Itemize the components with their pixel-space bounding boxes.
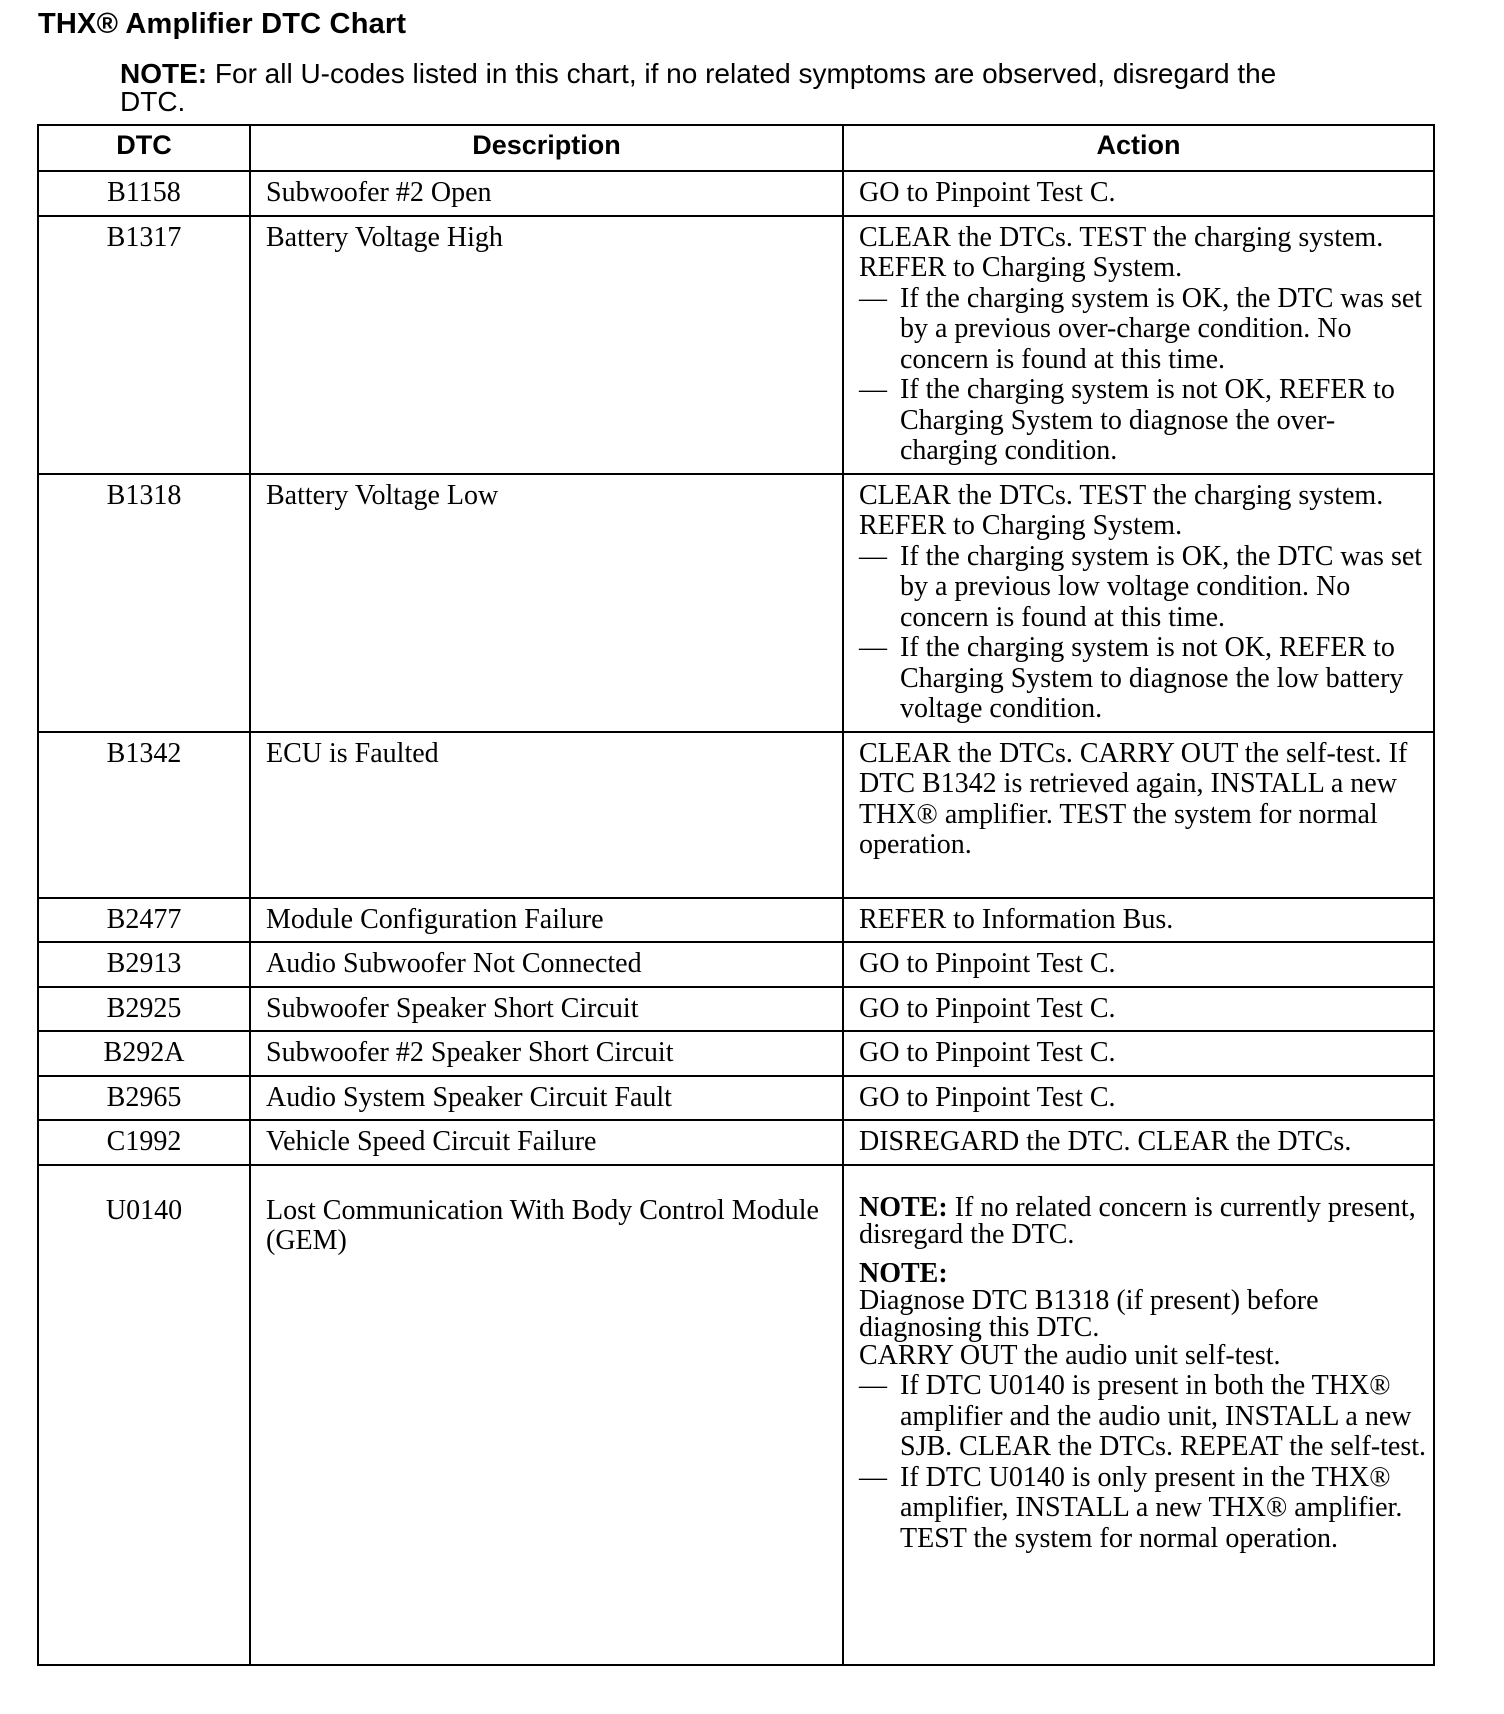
page-title: THX® Amplifier DTC Chart (38, 8, 407, 40)
dtc-action: GO to Pinpoint Test C. (843, 942, 1434, 987)
table-row (38, 898, 1434, 943)
note-label: NOTE: (859, 1191, 948, 1223)
dtc-action: CLEAR the DTCs. CARRY OUT the self-test. If DTC B1342 is retrieved again, INSTALL a new THX® amplifier. TEST the system for normal operation. (843, 732, 1434, 898)
action-bullet (859, 542, 1431, 634)
dtc-description: Battery Voltage Low (250, 474, 843, 732)
bullet-text: If DTC U0140 is only present in the THX® amplifier, INSTALL a new THX® amplifier. TEST the system for normal operation. (900, 1461, 1403, 1554)
dtc-description: Audio System Speaker Circuit Fault (250, 1076, 843, 1121)
note-text: If no related concern is currently present, disregard the DTC. (859, 1191, 1416, 1250)
dtc-code: B292A (38, 1031, 250, 1076)
action-bullet (859, 375, 1431, 467)
dtc-code: B1342 (38, 732, 250, 898)
dtc-description: Subwoofer #2 Speaker Short Circuit (250, 1031, 843, 1076)
bullet-text: If DTC U0140 is present in both the THX® amplifier and the audio unit, INSTALL a new SJB. CLEAR the DTCs. REPEAT the self-test. (900, 1370, 1427, 1462)
table-row (38, 171, 1434, 216)
dtc-action: DISREGARD the DTC. CLEAR the DTCs. (843, 1120, 1434, 1165)
dtc-action: REFER to Information Bus. (843, 898, 1434, 943)
dash-glyph: — (859, 282, 887, 314)
table-row (38, 474, 1434, 732)
dtc-description: ECU is Faulted (250, 732, 843, 898)
dtc-code: B2925 (38, 987, 250, 1032)
dtc-description: Audio Subwoofer Not Connected (250, 942, 843, 987)
action-main: CARRY OUT the audio unit self-test. (859, 1339, 1281, 1371)
bullet-text: If the charging system is not OK, REFER to Charging System to diagnose the over-charging condition. (900, 374, 1395, 466)
dtc-code: B1317 (38, 216, 250, 474)
bullet-text: If the charging system is OK, the DTC was set by a previous over-charge condition. No concern is found at this time. (900, 282, 1423, 375)
dtc-code: B2913 (38, 942, 250, 987)
dtc-code: B1318 (38, 474, 250, 732)
dtc-action: GO to Pinpoint Test C. (843, 1031, 1434, 1076)
note-label: NOTE: (859, 1257, 948, 1289)
dtc-code: B2477 (38, 898, 250, 943)
dtc-code: B2965 (38, 1076, 250, 1121)
dtc-action: GO to Pinpoint Test C. (843, 171, 1434, 216)
dtc-action (843, 216, 1434, 474)
header-description: Description (250, 125, 843, 171)
dtc-description: Lost Communication With Body Control Module (GEM) (250, 1165, 843, 1665)
intro-note (120, 60, 1330, 116)
intro-note-label: NOTE: (120, 58, 208, 89)
action-bullet (859, 1463, 1431, 1555)
dtc-code: U0140 (38, 1165, 250, 1665)
table-row (38, 1076, 1434, 1121)
dtc-code: C1992 (38, 1120, 250, 1165)
table-header-row (38, 125, 1434, 171)
intro-note-text: For all U-codes listed in this chart, if no related symptoms are observed, disregard the DTC. (120, 58, 1277, 117)
dtc-action: GO to Pinpoint Test C. (843, 987, 1434, 1032)
header-dtc: DTC (38, 125, 250, 171)
dtc-action (843, 474, 1434, 732)
dtc-description: Module Configuration Failure (250, 898, 843, 943)
dtc-description: Vehicle Speed Circuit Failure (250, 1120, 843, 1165)
table-row (38, 732, 1434, 898)
dash-glyph: — (859, 374, 887, 405)
dash-glyph: — (859, 1370, 887, 1401)
header-action: Action (843, 125, 1434, 171)
action-bullet (859, 284, 1431, 376)
table-row (38, 1031, 1434, 1076)
dash-glyph: — (859, 632, 887, 663)
dtc-table (37, 124, 1435, 1666)
action-bullet (859, 633, 1431, 725)
dtc-code: B1158 (38, 171, 250, 216)
action-main: CLEAR the DTCs. TEST the charging system. REFER to Charging System. (859, 479, 1384, 541)
note-text: Diagnose DTC B1318 (if present) before diagnosing this DTC. (859, 1284, 1319, 1343)
table-row (38, 987, 1434, 1032)
dash-glyph: — (859, 540, 887, 572)
action-note (859, 1191, 1431, 1250)
dtc-description: Battery Voltage High (250, 216, 843, 474)
dtc-action (843, 1165, 1434, 1665)
action-main: CLEAR the DTCs. TEST the charging system. REFER to Charging System. (859, 221, 1384, 283)
dtc-description: Subwoofer #2 Open (250, 171, 843, 216)
table-row (38, 1120, 1434, 1165)
action-bullet (859, 1371, 1431, 1463)
dtc-action: GO to Pinpoint Test C. (843, 1076, 1434, 1121)
dtc-description: Subwoofer Speaker Short Circuit (250, 987, 843, 1032)
bullet-text: If the charging system is not OK, REFER to Charging System to diagnose the low battery voltage condition. (900, 632, 1404, 724)
dash-glyph: — (859, 1461, 887, 1493)
table-row (38, 942, 1434, 987)
table-row (38, 1165, 1434, 1665)
table-row (38, 216, 1434, 474)
bullet-text: If the charging system is OK, the DTC was set by a previous low voltage condition. No concern is found at this time. (900, 540, 1423, 633)
action-note (859, 1257, 1431, 1343)
